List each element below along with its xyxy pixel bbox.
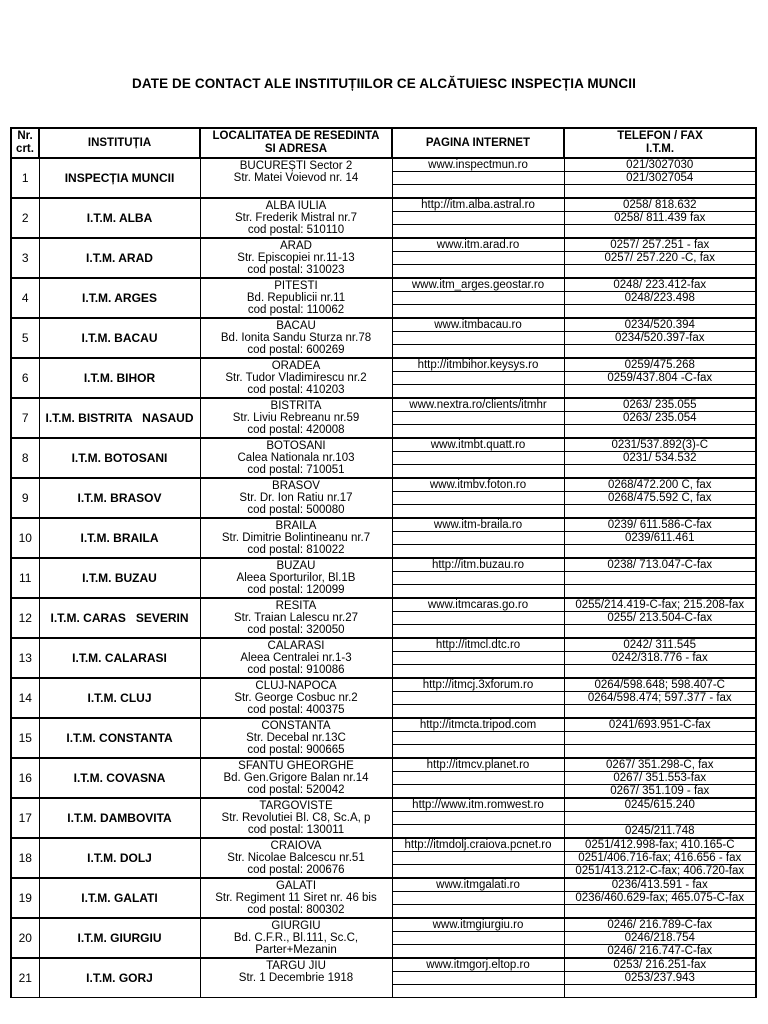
row-localitate [200, 518, 392, 558]
row-web [392, 532, 564, 545]
row-institutia: I.T.M. ARAD [39, 238, 200, 278]
row-telefon [564, 345, 756, 359]
row-telefon [564, 812, 756, 825]
row-telefon: 0257/ 257.251 - fax [564, 238, 756, 252]
localitate-line: Str. Regiment 11 Siret nr. 46 bis [215, 892, 377, 904]
localitate-line: Calea Nationala nr.103 [237, 452, 355, 464]
localitate-line: ALBA IULIA [265, 200, 327, 212]
row-web [392, 305, 564, 319]
row-web[interactable]: www.itm-braila.ro [392, 518, 564, 532]
row-web[interactable]: http://itm.alba.astral.ro [392, 198, 564, 212]
header-institutia: INSTITUȚIA [39, 128, 200, 158]
localitate-line: BOTOSANI [266, 440, 326, 452]
row-nr: 14 [11, 678, 39, 718]
row-telefon: 0255/ 213.504-C-fax [564, 612, 756, 625]
row-telefon: 0251/406.716-fax; 416.656 - fax [564, 852, 756, 865]
row-web[interactable]: http://itmcj.3xforum.ro [392, 678, 564, 692]
row-localitate [200, 318, 392, 358]
row-telefon: 0263/ 235.054 [564, 412, 756, 425]
row-telefon: 0264/598.474; 597.377 - fax [564, 692, 756, 705]
row-telefon: 0242/318.776 - fax [564, 652, 756, 665]
localitate-line: Str. Frederik Mistral nr.7 [234, 212, 358, 224]
localitate-line: CONSTANTA [261, 720, 331, 732]
row-web[interactable]: http://itm.buzau.ro [392, 558, 564, 572]
row-web [392, 212, 564, 225]
row-localitate [200, 958, 392, 998]
table-row [11, 158, 756, 172]
row-web [392, 812, 564, 825]
row-telefon: 0245/211.748 [564, 825, 756, 839]
row-institutia: I.T.M. BISTRITA NASAUD [39, 398, 200, 438]
table-row [11, 398, 756, 412]
row-nr: 12 [11, 598, 39, 638]
table-row [11, 678, 756, 692]
row-nr: 16 [11, 758, 39, 798]
localitate-line: Str. Dimitrie Bolintineanu nr.7 [221, 532, 371, 544]
row-telefon: 0246/218.754 [564, 932, 756, 945]
row-telefon [564, 305, 756, 319]
row-telefon: 0248/223.498 [564, 292, 756, 305]
row-localitate [200, 678, 392, 718]
row-nr: 3 [11, 238, 39, 278]
row-web [392, 372, 564, 385]
row-nr: 21 [11, 958, 39, 998]
localitate-line: cod postal: 200676 [247, 864, 345, 876]
row-localitate [200, 238, 392, 278]
row-institutia: I.T.M. GALATI [39, 878, 200, 918]
row-web [392, 545, 564, 559]
row-nr: 1 [11, 158, 39, 198]
row-telefon: 0259/437.804 -C-fax [564, 372, 756, 385]
row-nr: 20 [11, 918, 39, 958]
row-telefon [564, 745, 756, 759]
table-row [11, 358, 756, 372]
row-telefon: 0241/693.951-C-fax [564, 718, 756, 732]
localitate-line: BRAILA [275, 520, 317, 532]
row-telefon: 0267/ 351.553-fax [564, 772, 756, 785]
localitate-line: cod postal: 800302 [247, 904, 345, 916]
header-telefon [564, 128, 756, 158]
row-web[interactable]: http://www.itm.romwest.ro [392, 798, 564, 812]
row-web [392, 252, 564, 265]
row-web[interactable]: www.itm_arges.geostar.ro [392, 278, 564, 292]
row-institutia: I.T.M. GIURGIU [39, 918, 200, 958]
localitate-line: Bd. Republicii nr.11 [246, 292, 346, 304]
localitate-line: Bd. Gen.Grigore Balan nr.14 [223, 772, 369, 784]
localitate-line: cod postal: 710051 [247, 464, 345, 476]
localitate-line: GALATI [275, 880, 317, 892]
row-telefon: 0248/ 223.412-fax [564, 278, 756, 292]
row-telefon [564, 505, 756, 519]
row-web [392, 412, 564, 425]
row-telefon [564, 185, 756, 199]
localitate-line: RESITA [275, 600, 317, 612]
localitate-line: cod postal: 130011 [247, 824, 345, 836]
row-web[interactable]: www.itmbacau.ro [392, 318, 564, 332]
row-telefon: 0231/537.892(3)-C [564, 438, 756, 452]
row-nr: 4 [11, 278, 39, 318]
row-web[interactable]: http://itmdolj.craiova.pcnet.ro [392, 838, 564, 852]
row-web [392, 332, 564, 345]
row-telefon [564, 425, 756, 439]
row-nr: 6 [11, 358, 39, 398]
row-telefon: 0234/520.397-fax [564, 332, 756, 345]
table-row [11, 478, 756, 492]
localitate-line: PITESTI [274, 280, 318, 292]
row-web [392, 652, 564, 665]
row-web[interactable]: www.itmbv.foton.ro [392, 478, 564, 492]
row-web [392, 985, 564, 998]
localitate-line: cod postal: 600269 [247, 344, 345, 356]
table-row [11, 638, 756, 652]
table-row [11, 558, 756, 572]
localitate-line: Str. Nicolae Balcescu nr.51 [227, 852, 365, 864]
table-row [11, 238, 756, 252]
table-row [11, 198, 756, 212]
row-web [392, 185, 564, 199]
row-web [392, 292, 564, 305]
localitate-line: Str. Decebal nr.13C [246, 732, 346, 744]
row-localitate [200, 478, 392, 518]
row-telefon: 0263/ 235.055 [564, 398, 756, 412]
row-institutia: I.T.M. BOTOSANI [39, 438, 200, 478]
row-telefon: 0238/ 713.047-C-fax [564, 558, 756, 572]
row-web [392, 625, 564, 639]
row-localitate [200, 638, 392, 678]
header-telefon-label: TELEFON / FAX I.T.M. [617, 130, 703, 155]
row-telefon [564, 665, 756, 679]
row-telefon: 0246/ 216.789-C-fax [564, 918, 756, 932]
row-web [392, 572, 564, 585]
row-web[interactable]: http://itmcta.tripod.com [392, 718, 564, 732]
row-web [392, 505, 564, 519]
localitate-line: CALARASI [267, 640, 325, 652]
row-web [392, 745, 564, 759]
row-telefon: 0264/598.648; 598.407-C [564, 678, 756, 692]
row-web [392, 932, 564, 945]
table-row [11, 278, 756, 292]
row-web[interactable]: www.itmgorj.eltop.ro [392, 958, 564, 972]
localitate-line: Aleea Centralei nr.1-3 [240, 652, 352, 664]
row-telefon: 0253/ 216.251-fax [564, 958, 756, 972]
table-row [11, 318, 756, 332]
row-web [392, 945, 564, 959]
row-localitate [200, 278, 392, 318]
contacts-table [10, 127, 757, 998]
row-nr: 17 [11, 798, 39, 838]
row-web [392, 172, 564, 185]
table-row [11, 518, 756, 532]
row-web [392, 892, 564, 905]
row-localitate [200, 598, 392, 638]
row-telefon: 0268/472.200 C, fax [564, 478, 756, 492]
row-telefon: 0246/ 216.747-C-fax [564, 945, 756, 959]
row-institutia: I.T.M. BRASOV [39, 478, 200, 518]
row-institutia: I.T.M. BUZAU [39, 558, 200, 598]
row-institutia: I.T.M. CONSTANTA [39, 718, 200, 758]
localitate-line: Str. Matei Voievod nr. 14 [233, 172, 359, 184]
localitate-line [201, 984, 392, 996]
localitate-line: cod postal: 110062 [247, 304, 345, 316]
row-institutia: I.T.M. CARAS SEVERIN [39, 598, 200, 638]
row-telefon: 0236/460.629-fax; 465.075-C-fax [564, 892, 756, 905]
row-localitate [200, 158, 392, 198]
row-web [392, 345, 564, 359]
table-row [11, 758, 756, 772]
localitate-line: CLUJ-NAPOCA [255, 680, 337, 692]
row-localitate [200, 918, 392, 958]
localitate-line: Str. George Cosbuc nr.2 [234, 692, 358, 704]
row-web [392, 705, 564, 719]
localitate-line: cod postal: 520042 [247, 784, 345, 796]
row-web [392, 665, 564, 679]
row-telefon: 0245/615.240 [564, 798, 756, 812]
row-web [392, 865, 564, 879]
row-telefon: 0258/ 811.439 fax [564, 212, 756, 225]
row-localitate [200, 758, 392, 798]
row-institutia: I.T.M. DAMBOVITA [39, 798, 200, 838]
header-nr-label: Nr. crt. [16, 130, 34, 155]
localitate-line: Parter+Mezanin [255, 944, 337, 956]
row-web [392, 612, 564, 625]
row-nr: 2 [11, 198, 39, 238]
row-web [392, 492, 564, 505]
row-localitate [200, 198, 392, 238]
row-nr: 18 [11, 838, 39, 878]
row-telefon: 0268/475.592 C, fax [564, 492, 756, 505]
row-telefon: 021/3027030 [564, 158, 756, 172]
row-telefon [564, 265, 756, 279]
localitate-line: TARGOVISTE [259, 800, 333, 812]
row-localitate [200, 438, 392, 478]
row-localitate [200, 798, 392, 838]
localitate-line: BISTRITA [270, 400, 322, 412]
row-web [392, 465, 564, 479]
table-row [11, 798, 756, 812]
localitate-line: cod postal: 910086 [247, 664, 345, 676]
localitate-line: Aleea Sporturilor, Bl.1B [236, 572, 356, 584]
localitate-line: Bd. C.F.R., Bl.111, Sc.C, [233, 932, 359, 944]
row-institutia: I.T.M. BRAILA [39, 518, 200, 558]
table-row [11, 718, 756, 732]
row-web [392, 732, 564, 745]
row-nr: 8 [11, 438, 39, 478]
localitate-line: cod postal: 510110 [247, 224, 345, 236]
localitate-line: CRAIOVA [270, 840, 322, 852]
row-web[interactable]: www.itmbt.quatt.ro [392, 438, 564, 452]
row-web [392, 905, 564, 919]
row-localitate [200, 358, 392, 398]
row-web [392, 585, 564, 599]
row-telefon [564, 705, 756, 719]
row-telefon [564, 385, 756, 399]
row-institutia: I.T.M. ARGES [39, 278, 200, 318]
localitate-line: cod postal: 120099 [247, 584, 345, 596]
row-telefon [564, 985, 756, 998]
row-telefon: 0255/214.419-C-fax; 215.208-fax [564, 598, 756, 612]
row-web[interactable]: www.itmcaras.go.ro [392, 598, 564, 612]
row-web[interactable]: www.itmgalati.ro [392, 878, 564, 892]
header-nr [11, 128, 39, 158]
row-web[interactable]: www.itm.arad.ro [392, 238, 564, 252]
table-row [11, 598, 756, 612]
localitate-line [201, 184, 392, 196]
localitate-line: cod postal: 310023 [247, 264, 345, 276]
localitate-line: SFANTU GHEORGHE [238, 760, 354, 772]
row-telefon: 0257/ 257.220 -C, fax [564, 252, 756, 265]
row-telefon: 0231/ 534.532 [564, 452, 756, 465]
localitate-line: cod postal: 810022 [247, 544, 345, 556]
row-localitate [200, 878, 392, 918]
row-localitate [200, 718, 392, 758]
row-institutia: INSPECȚIA MUNCII [39, 158, 200, 198]
localitate-line: cod postal: 420008 [247, 424, 345, 436]
row-web[interactable]: www.inspectmun.ro [392, 158, 564, 172]
row-telefon: 0259/475.268 [564, 358, 756, 372]
row-telefon: 021/3027054 [564, 172, 756, 185]
localitate-line: cod postal: 500080 [247, 504, 345, 516]
row-telefon: 0253/237.943 [564, 972, 756, 985]
row-nr: 19 [11, 878, 39, 918]
table-row [11, 878, 756, 892]
row-institutia: I.T.M. BIHOR [39, 358, 200, 398]
table-header-row [11, 128, 756, 158]
row-web[interactable]: http://itmcl.dtc.ro [392, 638, 564, 652]
row-telefon [564, 545, 756, 559]
localitate-line: Str. Dr. Ion Ratiu nr.17 [239, 492, 353, 504]
row-nr: 5 [11, 318, 39, 358]
localitate-line: TARGU JIU [266, 960, 326, 972]
row-web [392, 225, 564, 239]
row-telefon [564, 732, 756, 745]
localitate-line: cod postal: 410203 [247, 384, 345, 396]
row-web[interactable]: http://itmcv.planet.ro [392, 758, 564, 772]
row-telefon [564, 905, 756, 919]
localitate-line: cod postal: 320050 [247, 624, 345, 636]
header-pagina: PAGINA INTERNET [392, 128, 564, 158]
row-web [392, 385, 564, 399]
row-nr: 7 [11, 398, 39, 438]
localitate-line: BUZAU [276, 560, 316, 572]
row-telefon: 0258/ 818.632 [564, 198, 756, 212]
row-web[interactable]: http://itmbihor.keysys.ro [392, 358, 564, 372]
row-nr: 13 [11, 638, 39, 678]
row-telefon: 0251/413.212-C-fax; 406.720-fax [564, 865, 756, 879]
row-telefon: 0267/ 351.109 - fax [564, 785, 756, 799]
row-nr: 15 [11, 718, 39, 758]
row-web [392, 972, 564, 985]
localitate-line: BUCUREȘTI Sector 2 [239, 160, 353, 172]
row-institutia: I.T.M. GORJ [39, 958, 200, 998]
localitate-line: Str. Liviu Rebreanu nr.59 [232, 412, 360, 424]
row-telefon [564, 572, 756, 585]
row-institutia: I.T.M. DOLJ [39, 838, 200, 878]
row-web [392, 452, 564, 465]
page-title: DATE DE CONTACT ALE INSTITUȚIILOR CE ALCĂTUIESC INSPECȚIA MUNCII [132, 76, 636, 91]
row-web [392, 425, 564, 439]
localitate-line: Str. 1 Decembrie 1918 [238, 972, 354, 984]
table-row [11, 438, 756, 452]
localitate-line: Str. Tudor Vladimirescu nr.2 [225, 372, 367, 384]
localitate-line: ORADEA [271, 360, 321, 372]
row-institutia: I.T.M. COVASNA [39, 758, 200, 798]
localitate-line: ARAD [280, 240, 312, 252]
header-localitatea-label: LOCALITATEA DE RESEDINTA SI ADRESA [212, 130, 380, 155]
localitate-line: Str. Episcopiei nr.11-13 [237, 252, 355, 264]
row-telefon [564, 625, 756, 639]
row-telefon: 0242/ 311.545 [564, 638, 756, 652]
localitate-line: cod postal: 400375 [247, 704, 345, 716]
localitate-line: Str. Revolutiei Bl. C8, Sc.A, p [221, 812, 371, 824]
localitate-line: BRASOV [272, 480, 320, 492]
row-web [392, 772, 564, 785]
row-institutia: I.T.M. CALARASI [39, 638, 200, 678]
row-telefon: 0234/520.394 [564, 318, 756, 332]
row-nr: 9 [11, 478, 39, 518]
row-web [392, 692, 564, 705]
row-web [392, 852, 564, 865]
localitate-line: GIURGIU [271, 920, 321, 932]
row-telefon: 0236/413.591 - fax [564, 878, 756, 892]
table-row [11, 838, 756, 852]
row-web[interactable]: www.itmgiurgiu.ro [392, 918, 564, 932]
table-row [11, 918, 756, 932]
row-web [392, 265, 564, 279]
row-telefon [564, 465, 756, 479]
row-telefon: 0251/412.998-fax; 410.165-C [564, 838, 756, 852]
row-institutia: I.T.M. ALBA [39, 198, 200, 238]
localitate-line: cod postal: 900665 [247, 744, 345, 756]
row-institutia: I.T.M. BACAU [39, 318, 200, 358]
row-telefon [564, 225, 756, 239]
row-nr: 11 [11, 558, 39, 598]
row-nr: 10 [11, 518, 39, 558]
row-web [392, 785, 564, 799]
localitate-line: BACAU [276, 320, 316, 332]
localitate-line: Str. Traian Lalescu nr.27 [233, 612, 359, 624]
row-telefon: 0267/ 351.298-C, fax [564, 758, 756, 772]
row-telefon: 0239/ 611.586-C-fax [564, 518, 756, 532]
row-web [392, 825, 564, 839]
row-localitate [200, 398, 392, 438]
row-institutia: I.T.M. CLUJ [39, 678, 200, 718]
table-row [11, 958, 756, 972]
row-localitate [200, 558, 392, 598]
row-telefon: 0239/611.461 [564, 532, 756, 545]
row-telefon [564, 585, 756, 599]
row-localitate [200, 838, 392, 878]
localitate-line: Bd. Ionita Sandu Sturza nr.78 [220, 332, 372, 344]
header-localitatea [200, 128, 392, 158]
row-web[interactable]: www.nextra.ro/clients/itmhr [392, 398, 564, 412]
